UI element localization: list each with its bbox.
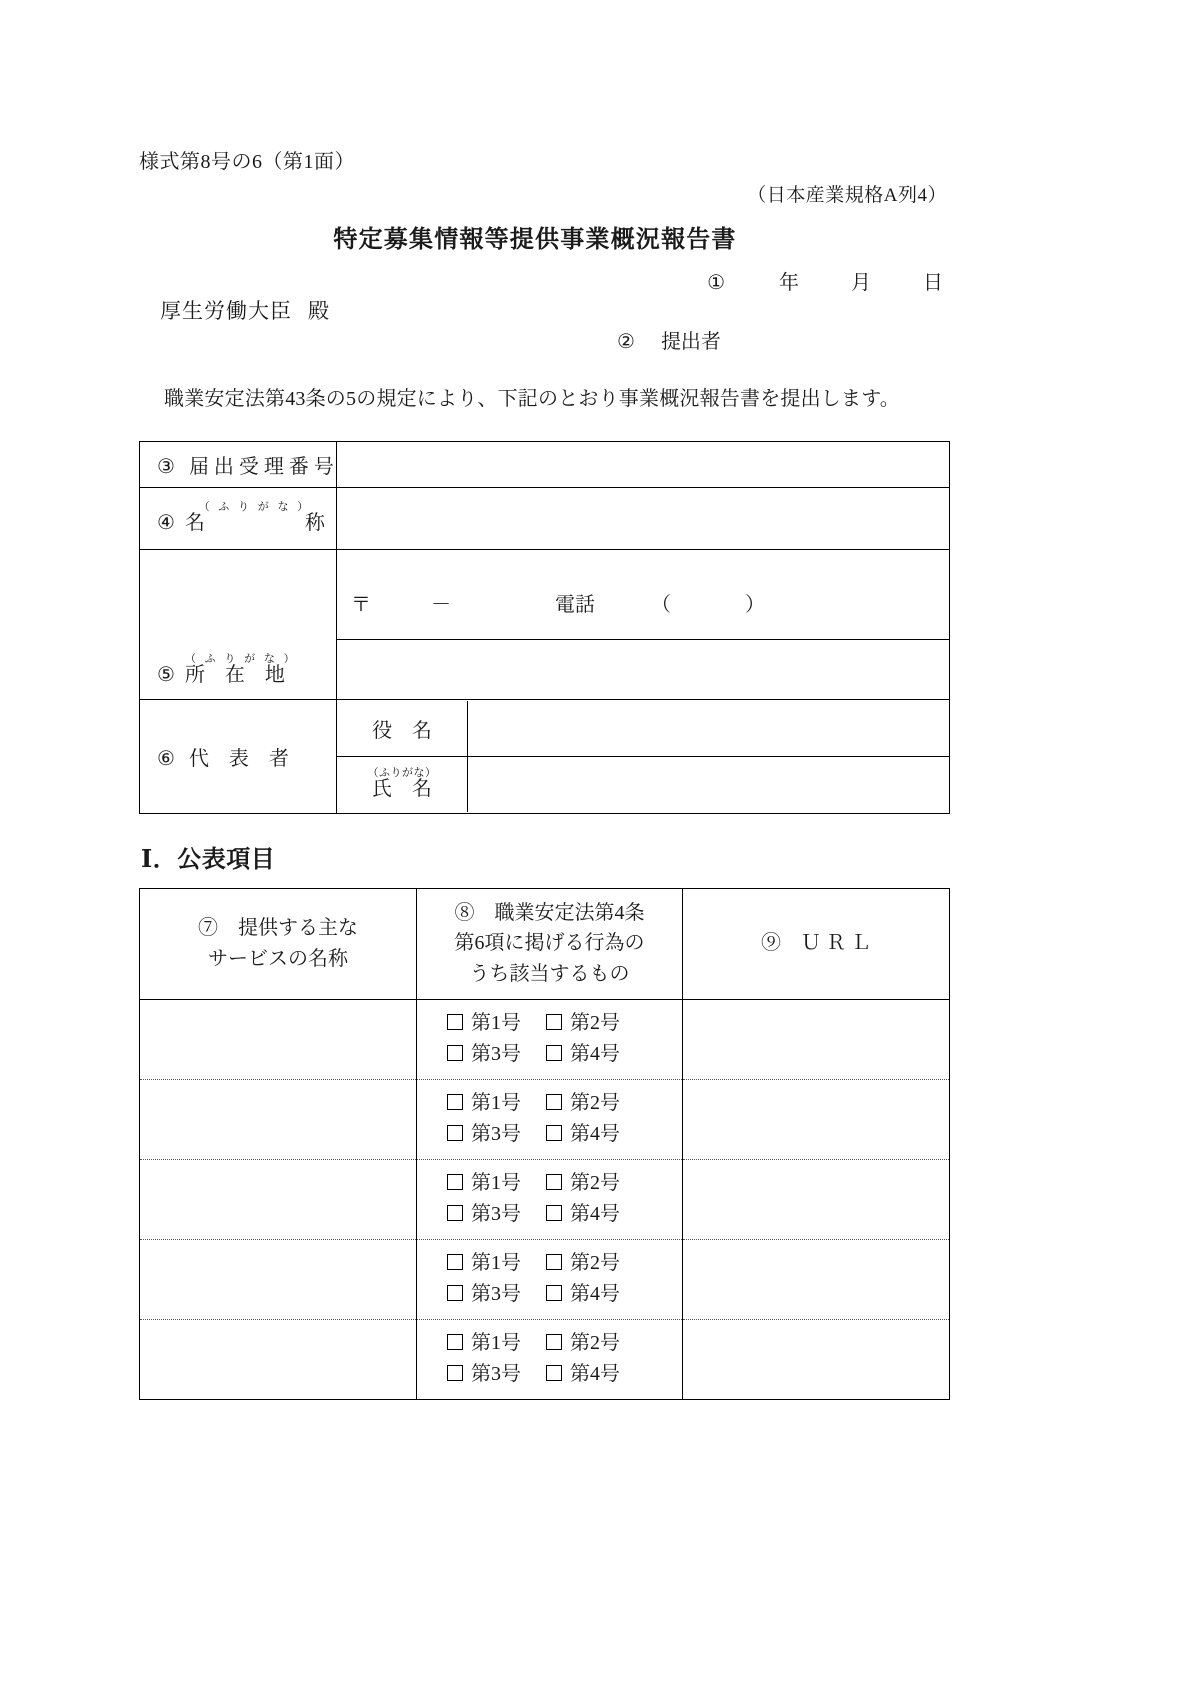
representative-name-furigana: （ふりがな） (367, 767, 437, 780)
checkbox-no2[interactable] (546, 1334, 562, 1350)
form-number: 様式第8号の6（第1面） (139, 151, 355, 173)
address-furigana: （ ふ り が な ） (184, 653, 298, 666)
checkbox-no1-label: 第1号 (471, 1172, 521, 1195)
acts-checkbox-cell (417, 1240, 683, 1320)
table-row (140, 1320, 950, 1400)
name-furigana: （ ふ り が な ） (198, 501, 312, 514)
checkbox-no3[interactable] (447, 1045, 463, 1061)
checkbox-no2-label: 第2号 (570, 1012, 620, 1035)
checkbox-line-bottom (447, 1039, 682, 1070)
checkbox-no3-label: 第3号 (471, 1283, 521, 1306)
submitter-line (617, 325, 721, 354)
checkbox-no3[interactable] (447, 1285, 463, 1301)
header-acts-line-2: 第6項に掲げる行為の (454, 932, 645, 955)
checkbox-no4-label: 第4号 (570, 1203, 620, 1226)
public-items-header-row (140, 889, 950, 1000)
address-line2-cell[interactable] (337, 640, 949, 693)
checkbox-no2-label: 第2号 (570, 1092, 620, 1115)
notice-number-marker: ③ (157, 456, 175, 478)
representative-name-label-cell (337, 757, 468, 813)
checkbox-line-bottom (447, 1359, 682, 1390)
service-name-cell[interactable] (140, 1240, 417, 1320)
checkbox-no1[interactable] (447, 1014, 463, 1030)
representative-name-label: 氏 名 (372, 777, 432, 800)
header-url-line-1: ⑨ Ｕ Ｒ Ｌ (761, 932, 871, 955)
url-cell[interactable] (683, 1080, 950, 1160)
checkbox-no1[interactable] (447, 1094, 463, 1110)
service-name-cell[interactable] (140, 1000, 417, 1080)
date-marker: ① (707, 272, 725, 294)
name-value-cell[interactable] (337, 488, 950, 550)
submitter-label: 提出者 (660, 331, 721, 353)
month-label: 月 (851, 272, 871, 294)
table-row (140, 1000, 950, 1080)
public-items-table (139, 888, 950, 1400)
address-postal-cell[interactable] (337, 557, 949, 640)
checkbox-no3-label: 第3号 (471, 1043, 521, 1066)
checkbox-no2[interactable] (546, 1014, 562, 1030)
checkbox-no4[interactable] (546, 1045, 562, 1061)
address-inner-table (337, 557, 949, 692)
submitter-marker: ② (617, 331, 635, 353)
addressee-name: 厚生労働大臣 (160, 299, 292, 323)
url-cell[interactable] (683, 1000, 950, 1080)
header-service-name (140, 889, 417, 1000)
checkbox-line-bottom (447, 1199, 682, 1230)
checkbox-no3[interactable] (447, 1125, 463, 1141)
checkbox-no4[interactable] (546, 1285, 562, 1301)
checkbox-no4[interactable] (546, 1125, 562, 1141)
date-line (707, 266, 943, 295)
checkbox-no2[interactable] (546, 1094, 562, 1110)
name-label-cell (140, 488, 337, 550)
checkbox-line-top (447, 1328, 682, 1359)
addressee-honorific: 殿 (308, 299, 330, 323)
applicant-info-table (139, 441, 950, 814)
checkbox-no2-label: 第2号 (570, 1172, 620, 1195)
address-marker: ⑤ (157, 664, 175, 686)
checkbox-no1[interactable] (447, 1254, 463, 1270)
checkbox-no4-label: 第4号 (570, 1363, 620, 1386)
checkbox-no1-label: 第1号 (471, 1252, 521, 1275)
table-row-notice-number (140, 442, 950, 488)
name-ruby-group (185, 502, 325, 534)
representative-name-value[interactable] (468, 757, 950, 813)
representative-name-ruby-group (368, 768, 437, 800)
checkbox-no1-label: 第1号 (471, 1012, 521, 1035)
acts-checkbox-cell (417, 1320, 683, 1400)
year-label: 年 (779, 272, 799, 294)
table-row (140, 1160, 950, 1240)
checkbox-no1-label: 第1号 (471, 1092, 521, 1115)
checkbox-no4-label: 第4号 (570, 1123, 620, 1146)
address-ruby-group (185, 654, 298, 686)
tel-paren-open: （ (651, 594, 671, 616)
table-row-representative (140, 700, 950, 814)
postal-tel-line (337, 579, 949, 617)
checkbox-no3-label: 第3号 (471, 1123, 521, 1146)
header-applicable-acts (417, 889, 683, 1000)
document-title: 特定募集情報等提供事業概況報告書 (333, 227, 737, 253)
address-top-row (337, 557, 949, 640)
acts-checkbox-cell (417, 1000, 683, 1080)
representative-label-cell (140, 700, 337, 814)
checkbox-no4[interactable] (546, 1205, 562, 1221)
name-marker: ④ (157, 511, 175, 534)
tel-label: 電話 (555, 594, 595, 616)
url-cell[interactable] (683, 1160, 950, 1240)
header-url (683, 889, 950, 1000)
addressee-line (160, 295, 330, 325)
checkbox-no2-label: 第2号 (570, 1252, 620, 1275)
notice-number-value-cell[interactable] (337, 442, 950, 488)
checkbox-no1-label: 第1号 (471, 1332, 521, 1355)
notice-number-label: 届 出 受 理 番 号 (188, 456, 334, 478)
table-row-name (140, 488, 950, 550)
representative-marker: ⑥ (157, 748, 175, 770)
checkbox-no4[interactable] (546, 1365, 562, 1381)
section-heading-public-items: Ⅰ．公表項目 (141, 847, 276, 873)
address-value-cell (337, 550, 950, 700)
postal-dash: － (431, 594, 451, 616)
checkbox-line-top (447, 1168, 682, 1199)
checkbox-no4-label: 第4号 (570, 1043, 620, 1066)
checkbox-no3[interactable] (447, 1205, 463, 1221)
paper-size-note: （日本産業規格A列4） (747, 185, 947, 206)
checkbox-line-bottom (447, 1119, 682, 1150)
service-name-cell[interactable] (140, 1160, 417, 1240)
service-name-cell[interactable] (140, 1080, 417, 1160)
checkbox-no1[interactable] (447, 1174, 463, 1190)
tel-paren-close: ） (745, 594, 765, 616)
checkbox-no1[interactable] (447, 1334, 463, 1350)
checkbox-no3-label: 第3号 (471, 1363, 521, 1386)
checkbox-line-top (447, 1088, 682, 1119)
acts-checkbox-cell (417, 1080, 683, 1160)
checkbox-no2-label: 第2号 (570, 1332, 620, 1355)
address-label-cell (140, 550, 337, 700)
representative-title-value[interactable] (468, 701, 950, 757)
header-acts-line-1: ⑧ 職業安定法第4条 (454, 902, 645, 924)
address-bottom-row (337, 640, 949, 693)
header-service-line-1: ⑦ 提供する主な (198, 917, 358, 940)
representative-title-label: 役 名 (337, 701, 468, 757)
representative-inner-table (337, 701, 949, 812)
header-acts-line-3: うち該当するもの (469, 962, 630, 985)
header-service-line-2: サービスの名称 (208, 947, 348, 970)
checkbox-no3[interactable] (447, 1365, 463, 1381)
checkbox-no2[interactable] (546, 1254, 562, 1270)
notice-number-label-cell (140, 442, 337, 488)
day-label: 日 (923, 272, 943, 294)
checkbox-line-top (447, 1008, 682, 1039)
representative-title-row (337, 701, 949, 757)
checkbox-no4-label: 第4号 (570, 1283, 620, 1306)
checkbox-no2[interactable] (546, 1174, 562, 1190)
representative-value-cell (337, 700, 950, 814)
representative-name-row (337, 757, 949, 813)
url-cell[interactable] (683, 1320, 950, 1400)
url-cell[interactable] (683, 1240, 950, 1320)
checkbox-line-bottom (447, 1279, 682, 1310)
checkbox-no3-label: 第3号 (471, 1203, 521, 1226)
address-label: 所 在 地 (184, 664, 285, 686)
checkbox-line-top (447, 1248, 682, 1279)
acts-checkbox-cell (417, 1160, 683, 1240)
table-row (140, 1080, 950, 1160)
legal-statement: 職業安定法第43条の5の規定により、下記のとおり事業概況報告書を提出します。 (164, 388, 900, 410)
postal-mark-icon: 〒 (351, 594, 371, 616)
representative-label: 代 表 者 (188, 748, 289, 770)
name-label: 名 称 (184, 511, 325, 534)
table-row (140, 1240, 950, 1320)
service-name-cell[interactable] (140, 1320, 417, 1400)
table-row-address (140, 550, 950, 700)
